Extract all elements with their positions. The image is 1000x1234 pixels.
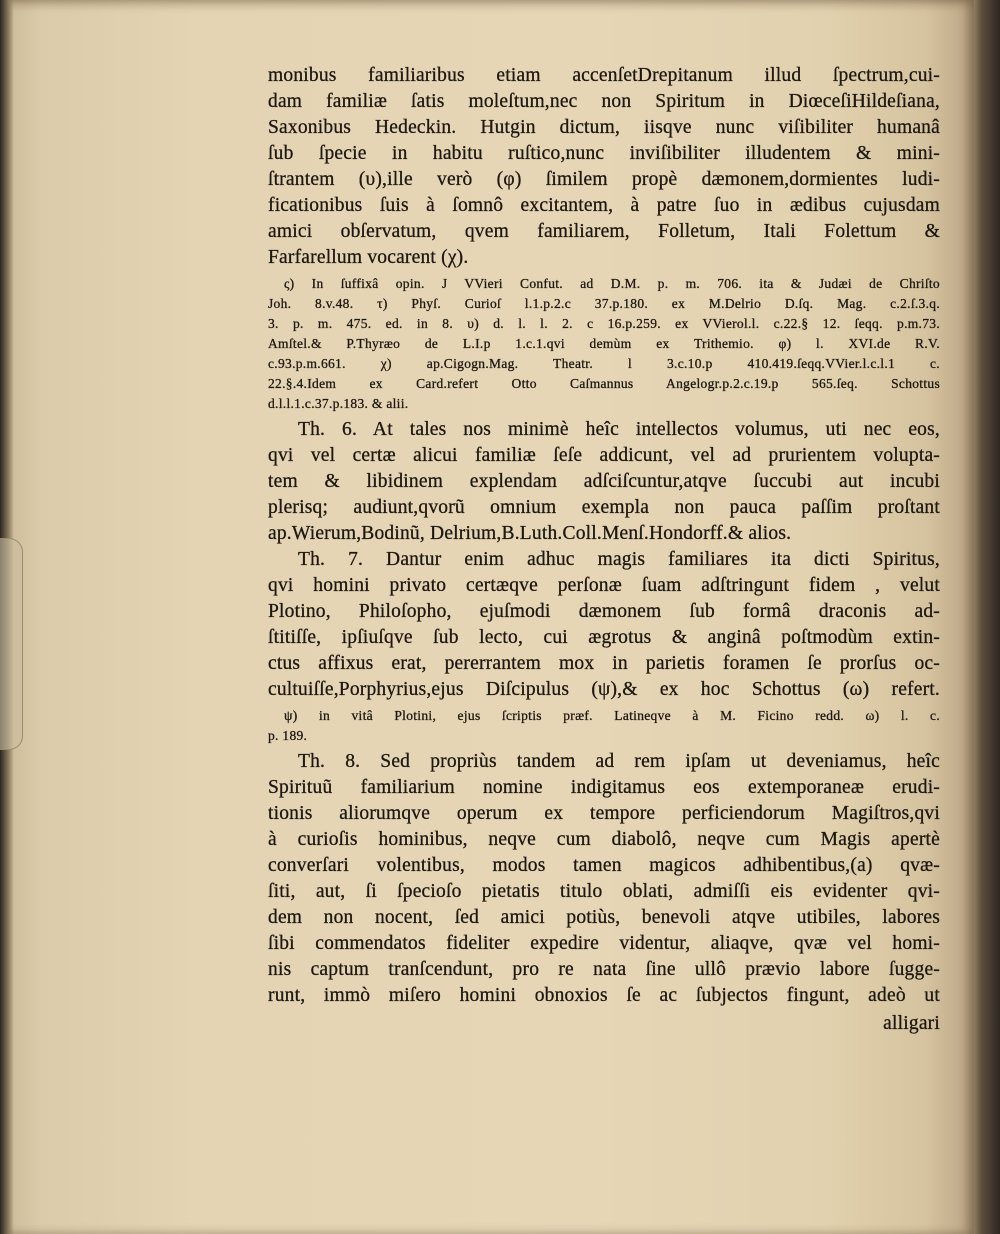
text-line: ſub ſpecie in habitu ruſtico,nunc inviſibiliter illudentem & mini- bbox=[268, 143, 940, 164]
text-line: ctus affixus erat, pererrantem mox in parietis foramen ſe prorſus oc- bbox=[268, 653, 940, 674]
paragraph-line: Th. 8. Sed propriùs tandem ad rem ipſam ut deveniamus, heîc bbox=[298, 751, 940, 772]
text-line: monibus familiaribus etiam accenſetDrepitanum illud ſpectrum,cui- bbox=[268, 65, 940, 86]
paragraph-line: Th. 6. At tales nos minimè heîc intellectos volumus, uti nec eos, bbox=[298, 419, 940, 440]
footnote-line: Amſtel.& P.Thyræo de L.I.p 1.c.1.qvi demùm ex Trithemio. φ) l. XVI.de R.V. bbox=[268, 336, 940, 351]
text-line: ſiti, aut, ſi ſpecioſo pietatis titulo oblati, admiſſi eis evidenter qvi- bbox=[268, 881, 940, 902]
page-edge bbox=[974, 0, 1000, 1234]
catchword: alligari bbox=[883, 1013, 940, 1034]
text-line: Spirituũ familiarium nomine indigitamus eos extemporaneæ erudi- bbox=[268, 777, 940, 798]
footnote-line: Joh. 8.v.48. τ) Phyſ. Curioſ l.1.p.2.c 37.p.180. ex M.Delrio D.ſq. Mag. c.2.ſ.3.q. bbox=[268, 296, 940, 311]
text-line: Saxonibus Hedeckin. Hutgin dictum, iisqve nunc viſibiliter humanâ bbox=[268, 117, 940, 138]
footnote-line: d.l.l.1.c.37.p.183. & alii. bbox=[268, 396, 409, 411]
text-line: runt, immò miſero homini obnoxios ſe ac ſubjectos fingunt, adeò ut bbox=[268, 985, 940, 1006]
text-line: dam familiæ ſatis moleſtum,nec non Spiritum in DiœceſiHildeſiana, bbox=[268, 91, 940, 112]
text-line: converſari volentibus, modos tamen magicos adhibentibus,(a) qvæ- bbox=[268, 855, 940, 876]
footnote-line: ς) In ſuffixâ opin. J VVieri Confut. ad D.M. p. m. 706. ita & Judæi de Chriſto bbox=[284, 276, 940, 291]
text-line: dem non nocent, ſed amici potiùs, benevoli atqve utibiles, labores bbox=[268, 907, 940, 928]
text-line: qvi homini privato certæqve perſonæ ſuam adſtringunt fidem , velut bbox=[268, 575, 940, 596]
text-line: plerisq; audiunt,qvorũ omnium exempla non pauca paſſim proſtant bbox=[268, 497, 940, 518]
footnote-line: 22.§.4.Idem ex Card.refert Otto Caſmannus Angelogr.p.2.c.19.p 565.ſeq. Schottus bbox=[268, 376, 940, 391]
text-line: ſtitiſſe, ipſiuſqve ſub lecto, cui ægrotus & anginâ poſtmodùm extin- bbox=[268, 627, 940, 648]
text-line: Plotino, Philoſopho, ejuſmodi dæmonem ſub formâ draconis ad- bbox=[268, 601, 940, 622]
footnote-line: ψ) in vitâ Plotini, ejus ſcriptis præf. Latineqve à M. Ficino redd. ω) l. c. bbox=[284, 708, 940, 723]
footnote-line: p. 189. bbox=[268, 728, 308, 743]
text-line: ficationibus ſuis à ſomnô excitantem, à patre ſuo in ædibus cujusdam bbox=[268, 195, 940, 216]
text-line: cultuiſſe,Porphyrius,ejus Diſcipulus (ψ),& ex hoc Schottus (ω) refert. bbox=[268, 679, 940, 700]
text-line: ſibi commendatos fideliter expedire videntur, aliaqve, qvæ vel homi- bbox=[268, 933, 940, 954]
text-line: tem & libidinem explendam adſciſcuntur,atqve ſuccubi aut incubi bbox=[268, 471, 940, 492]
text-line: tionis aliorumqve operum ex tempore perficiendorum Magiſtros,qvi bbox=[268, 803, 940, 824]
text-line: Farfarellum vocarent (χ). bbox=[268, 247, 469, 268]
footnote-line: c.93.p.m.661. χ) ap.Cigogn.Mag. Theatr. l 3.c.10.p 410.419.ſeqq.VVier.l.c.l.1 c. bbox=[268, 356, 940, 371]
text-line: nis captum tranſcendunt, pro re nata ſine ullô prævio labore ſugge- bbox=[268, 959, 940, 980]
text-line: ſtrantem (υ),ille verò (φ) ſimilem propè dæmonem,dormientes ludi- bbox=[268, 169, 940, 190]
footnote-line: 3. p. m. 475. ed. in 8. υ) d. l. l. 2. c 16.p.259. ex VVierol.l. c.22.§ 12. ſeqq. p.m.73. bbox=[268, 316, 940, 331]
text-line: qvi vel certæ alicui familiæ ſeſe addicunt, vel ad prurientem volupta- bbox=[268, 445, 940, 466]
text-line: ap.Wierum,Bodinũ, Delrium,B.Luth.Coll.Menſ.Hondorff.& alios. bbox=[268, 523, 792, 544]
paragraph-line: Th. 7. Dantur enim adhuc magis familiares ita dicti Spiritus, bbox=[298, 549, 940, 570]
paper-tab bbox=[0, 538, 23, 750]
text-line: amici obſervatum, qvem familiarem, Folletum, Itali Folettum & bbox=[268, 221, 940, 242]
text-line: à curioſis hominibus, neqve cum diabolô, neqve cum Magis apertè bbox=[268, 829, 940, 850]
